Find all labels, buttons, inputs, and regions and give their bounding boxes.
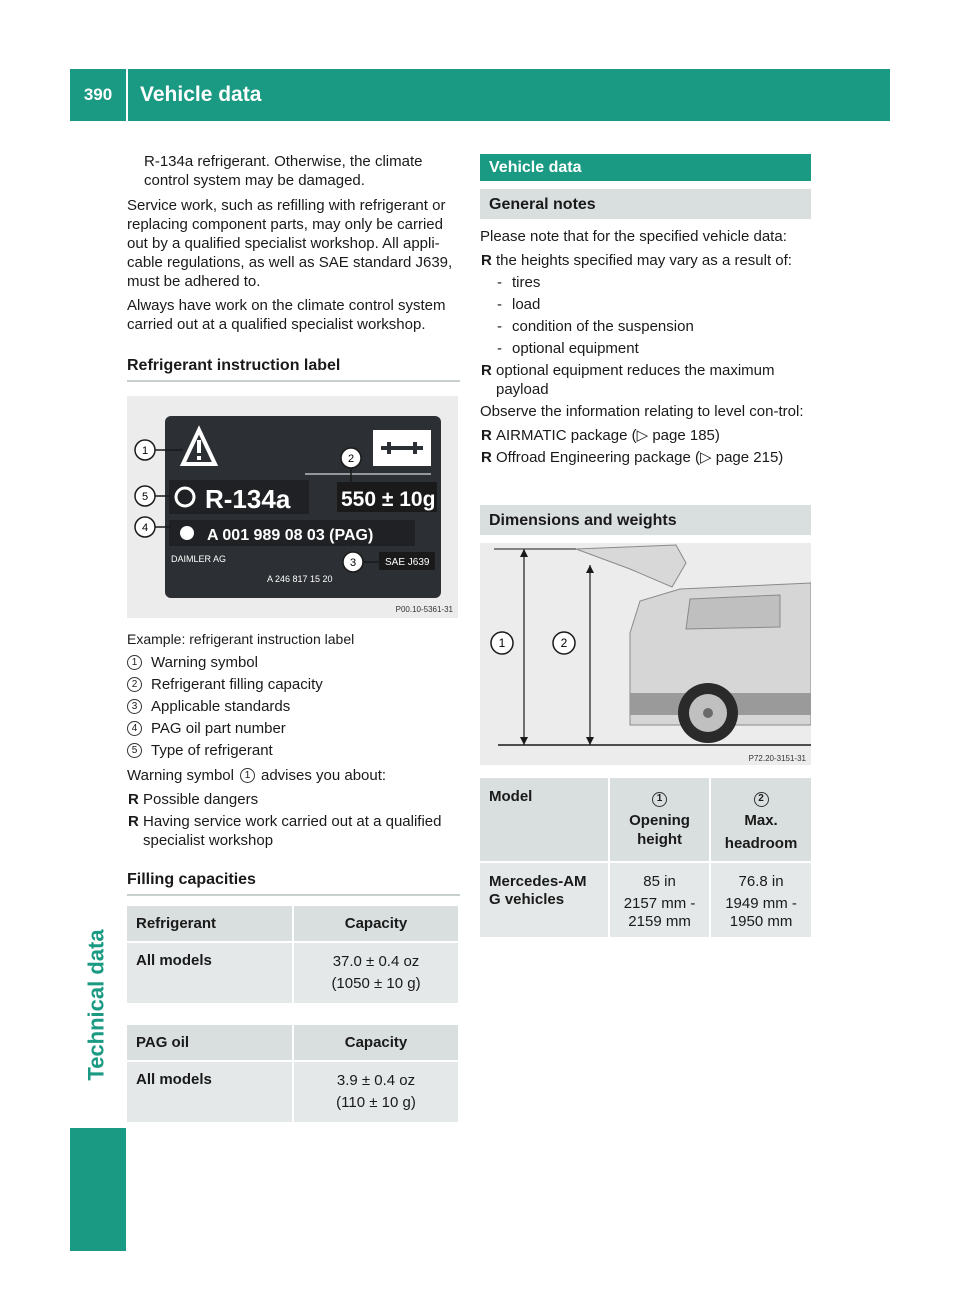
sub-list-item xyxy=(496,295,811,314)
refrigerant-table xyxy=(127,906,458,1003)
left-column xyxy=(127,152,460,1122)
table-header: Model xyxy=(480,778,609,862)
page-reference-link[interactable]: page 215) xyxy=(711,449,784,466)
capacity-oz: 3.9 ± 0.4 oz xyxy=(336,1072,416,1089)
pag-oil-table xyxy=(127,1025,458,1122)
bullet-icon: R xyxy=(481,449,492,466)
sub-list-item-text: load xyxy=(512,296,541,313)
general-notes-title: General notes xyxy=(480,189,811,219)
bullet-icon: R xyxy=(481,362,492,379)
capacity-g: (110 ± 10 g) xyxy=(336,1094,416,1111)
callout-label-4: 4 xyxy=(141,522,149,534)
callout-label-5: 5 xyxy=(141,491,149,503)
callout-number: 4 xyxy=(127,721,142,736)
header-line: Max. xyxy=(744,811,778,829)
table-cell xyxy=(293,942,458,1003)
callout-legend xyxy=(127,653,460,760)
reference-list xyxy=(480,426,811,467)
callout-item xyxy=(127,675,460,694)
side-tab xyxy=(72,890,122,1120)
value-line: 85 in xyxy=(643,872,676,890)
label-part-number-text: A 001 989 08 03 (PAG) xyxy=(207,527,374,544)
warning-intro-before: Warning symbol xyxy=(127,767,234,784)
sub-list-item xyxy=(496,273,811,292)
header-line: height xyxy=(637,830,683,848)
sub-list-item xyxy=(496,339,811,358)
figure-ref-code: P72.20-3151-31 xyxy=(748,754,806,763)
table-header: PAG oil xyxy=(127,1025,293,1061)
list-item-text: Having service work carried out at a qualified specialist workshop xyxy=(143,813,442,849)
capacity-oz: 37.0 ± 0.4 oz xyxy=(332,953,420,970)
sub-list-item-text: condition of the suspension xyxy=(512,318,694,335)
callout-text: Applicable standards xyxy=(151,698,291,715)
side-tab-block xyxy=(70,1128,126,1251)
notes-intro: Please note that for the specified vehicle data: xyxy=(480,228,787,245)
table-cell: All models xyxy=(127,1061,293,1122)
table-cell xyxy=(293,1061,458,1122)
hub-icon xyxy=(703,708,713,718)
callout-item xyxy=(127,741,460,760)
header-line: Opening xyxy=(629,811,690,829)
list-item xyxy=(127,812,460,850)
table-row xyxy=(480,862,811,937)
bullet-icon: R xyxy=(128,813,139,830)
list-item-text: optional equipment reduces the maximum payload xyxy=(496,362,775,398)
reference-text: AIRMATIC package ( xyxy=(496,427,637,444)
list-item xyxy=(480,361,811,399)
row-label-line: G vehicles xyxy=(489,890,565,908)
list-item xyxy=(480,251,811,358)
dash-icon: - xyxy=(497,340,502,357)
workshop-paragraph: Always have work on the climate control system carried out at a qualified specialist workshop. xyxy=(127,297,446,333)
callout-label-3: 3 xyxy=(349,557,357,569)
list-item-text: the heights specified may vary as a result of: xyxy=(496,252,792,269)
refrigerant-label-image xyxy=(127,396,458,618)
table-cell xyxy=(480,862,609,937)
table-cell xyxy=(710,862,811,937)
reference-text: Offroad Engineering package ( xyxy=(496,449,701,466)
dash-icon: - xyxy=(497,318,502,335)
table-header: Capacity xyxy=(293,1025,458,1061)
warning-intro xyxy=(127,766,460,785)
bullet-icon: R xyxy=(128,791,139,808)
callout-number: 5 xyxy=(127,743,142,758)
bullet-icon: R xyxy=(481,427,492,444)
page-title: Vehicle data xyxy=(140,83,262,106)
callout-number: 1 xyxy=(127,655,142,670)
value-line: 1950 mm xyxy=(729,912,793,930)
sub-list-item xyxy=(496,317,811,336)
value-line: 1949 mm - xyxy=(725,894,797,912)
table-cell: All models xyxy=(127,942,293,1003)
column-number: 1 xyxy=(652,792,667,807)
callout-item xyxy=(127,719,460,738)
sub-list-item-text: tires xyxy=(512,274,541,291)
header-line: headroom xyxy=(724,834,798,852)
warning-bullets xyxy=(127,790,460,850)
callout-label-1: 1 xyxy=(498,636,506,650)
callout-text: Warning symbol xyxy=(151,654,258,671)
list-item xyxy=(127,790,460,809)
bullet-icon: R xyxy=(481,252,492,269)
callout-label-2: 2 xyxy=(560,636,568,650)
refrigerant-label-figure xyxy=(127,396,458,618)
vehicle-dimensions-image xyxy=(480,543,811,765)
table-header: Refrigerant xyxy=(127,906,293,942)
page-number: 390 xyxy=(83,85,113,104)
table-header xyxy=(710,778,811,862)
figure-caption: Example: refrigerant instruction label xyxy=(127,631,355,647)
right-column xyxy=(480,154,811,937)
label-refrigerant-text: R-134a xyxy=(205,484,291,514)
section-title: Vehicle data xyxy=(480,154,811,181)
table-header: Capacity xyxy=(293,906,458,942)
callout-text: PAG oil part number xyxy=(151,720,286,737)
list-item-text: Possible dangers xyxy=(143,791,259,808)
sub-list-item-text: optional equipment xyxy=(512,340,639,357)
callout-number: 3 xyxy=(127,699,142,714)
label-standard-text: SAE J639 xyxy=(385,557,430,568)
warning-intro-number: 1 xyxy=(240,768,255,783)
notes-bullets xyxy=(480,251,811,399)
callout-label-1: 1 xyxy=(141,445,149,457)
dimensions-table xyxy=(480,778,811,937)
value-line: 2157 mm - xyxy=(623,894,696,912)
list-item[interactable] xyxy=(480,448,811,467)
warning-exclamation-icon xyxy=(197,440,201,453)
callout-item xyxy=(127,653,460,672)
header-divider xyxy=(126,69,128,121)
observe-paragraph: Observe the information relating to level con-trol: xyxy=(480,403,804,420)
callout-label-2: 2 xyxy=(347,453,355,465)
list-item[interactable] xyxy=(480,426,811,445)
warning-exclamation-dot-icon xyxy=(197,456,201,460)
value-line: 2159 mm xyxy=(628,912,691,930)
service-paragraph: Service work, such as refilling with refrigerant or replacing component parts, may only be carried out by a qualified specialist workshop. All appli-cable regulations, as well as SAE standard J639, must be adhered to. xyxy=(127,197,453,290)
figure-ref-code: P00.10-5361-31 xyxy=(395,605,453,614)
warning-intro-after: advises you about: xyxy=(260,767,387,784)
vehicle-dimensions-figure xyxy=(480,543,811,765)
table-row xyxy=(127,942,458,1003)
filling-heading: Filling capacities xyxy=(127,870,460,896)
intro-continuation: R-134a refrigerant. Otherwise, the climate control system may be damaged. xyxy=(144,153,423,189)
dash-icon: - xyxy=(497,274,502,291)
callout-text: Refrigerant filling capacity xyxy=(151,676,323,693)
side-tab-label: Technical data xyxy=(84,929,110,1081)
table-row xyxy=(127,1061,458,1122)
page-arrow-icon: ▷ xyxy=(700,449,712,466)
label-capacity-text: 550 ± 10g xyxy=(341,488,436,511)
oil-can-icon xyxy=(180,526,194,540)
table-header xyxy=(609,778,710,862)
callout-text: Type of refrigerant xyxy=(151,742,273,759)
dash-icon: - xyxy=(497,296,502,313)
column-number: 2 xyxy=(754,792,769,807)
callout-item xyxy=(127,697,460,716)
table-cell xyxy=(609,862,710,937)
label-number-text: A 246 817 15 20 xyxy=(267,574,333,584)
car-window-shape xyxy=(686,595,780,629)
value-line: 76.8 in xyxy=(738,872,784,890)
page-arrow-icon: ▷ xyxy=(636,427,649,444)
dimensions-title: Dimensions and weights xyxy=(480,505,811,535)
callout-number: 2 xyxy=(127,677,142,692)
row-label-line: Mercedes-AM xyxy=(489,872,587,890)
sub-list xyxy=(496,273,811,358)
label-heading: Refrigerant instruction label xyxy=(127,356,460,382)
capacity-g: (1050 ± 10 g) xyxy=(331,975,421,992)
page-reference-link[interactable]: page 185) xyxy=(648,427,720,444)
label-maker-text: DAIMLER AG xyxy=(171,554,227,564)
